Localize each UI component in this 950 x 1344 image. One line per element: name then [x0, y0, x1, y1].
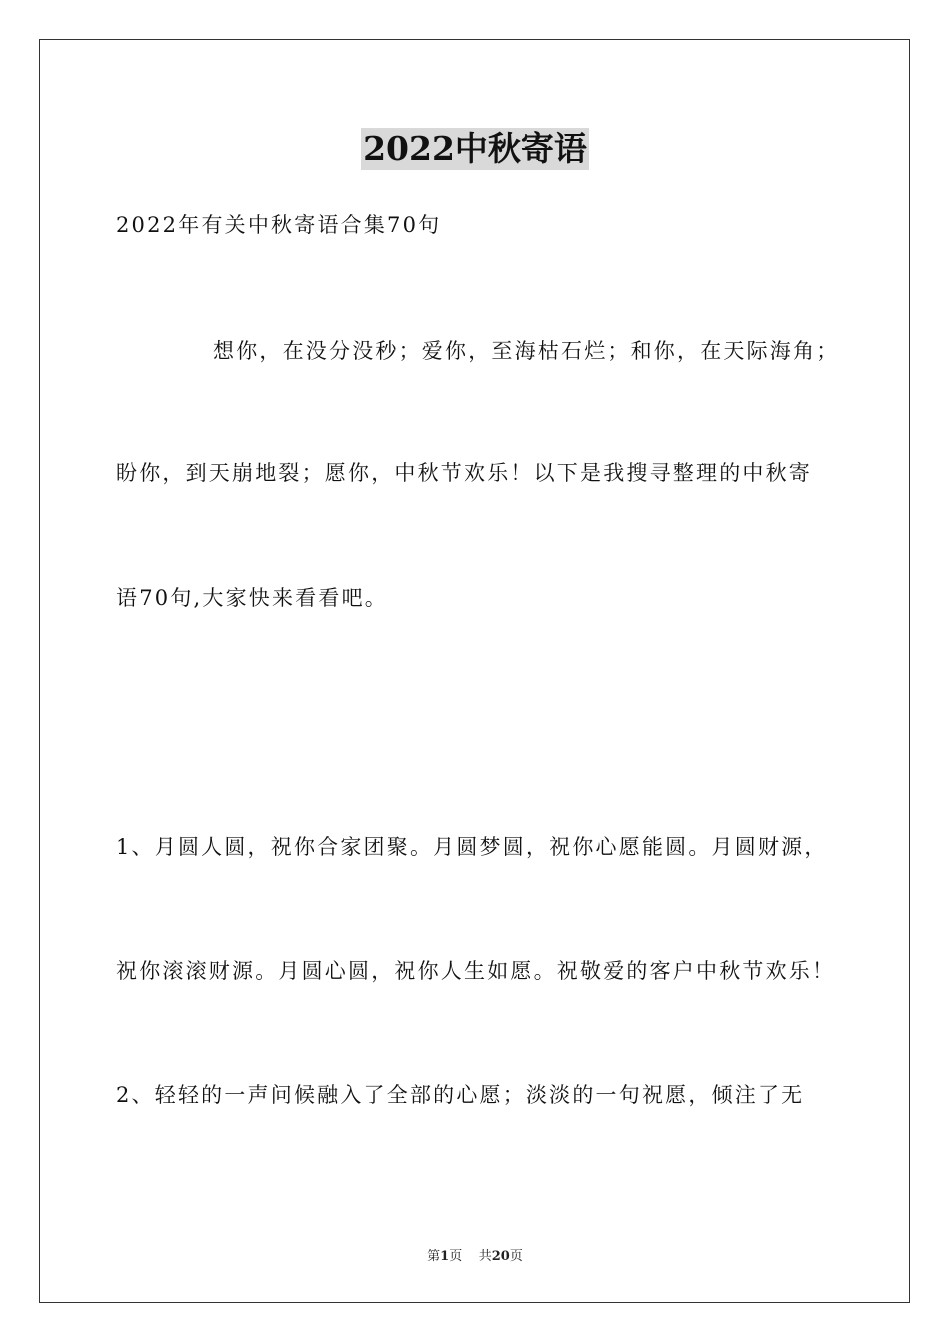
document-subtitle: 2022年有关中秋寄语合集70句	[116, 213, 442, 237]
footer-total-pages: 20	[491, 1249, 510, 1264]
footer-total-suffix: 页	[509, 1249, 523, 1264]
intro-line-1: 想你，在没分没秒；爱你，至海枯石烂；和你，在天际海角；	[213, 339, 840, 363]
intro-line-2: 盼你，到天崩地裂；愿你，中秋节欢乐！以下是我搜寻整理的中秋寄	[116, 461, 812, 485]
body-line-2: 祝你滚滚财源。月圆心圆，祝你人生如愿。祝敬爱的客户中秋节欢乐！	[116, 959, 836, 983]
body-line-1: 1、月圆人圆，祝你合家团聚。月圆梦圆，祝你心愿能圆。月圆财源，	[116, 835, 828, 859]
footer-page-suffix: 页	[449, 1249, 463, 1264]
document-title: 2022中秋寄语	[363, 129, 587, 168]
body-line-3: 2、轻轻的一声问候融入了全部的心愿；淡淡的一句祝愿，倾注了无	[116, 1083, 805, 1107]
intro-line-3: 语70句,大家快来看看吧。	[116, 586, 388, 610]
footer-total-prefix: 共	[478, 1249, 492, 1264]
footer-page-prefix: 第	[427, 1249, 441, 1264]
title-container	[0, 128, 950, 170]
footer-page-number: 1	[440, 1249, 450, 1264]
page-footer	[0, 1248, 950, 1266]
